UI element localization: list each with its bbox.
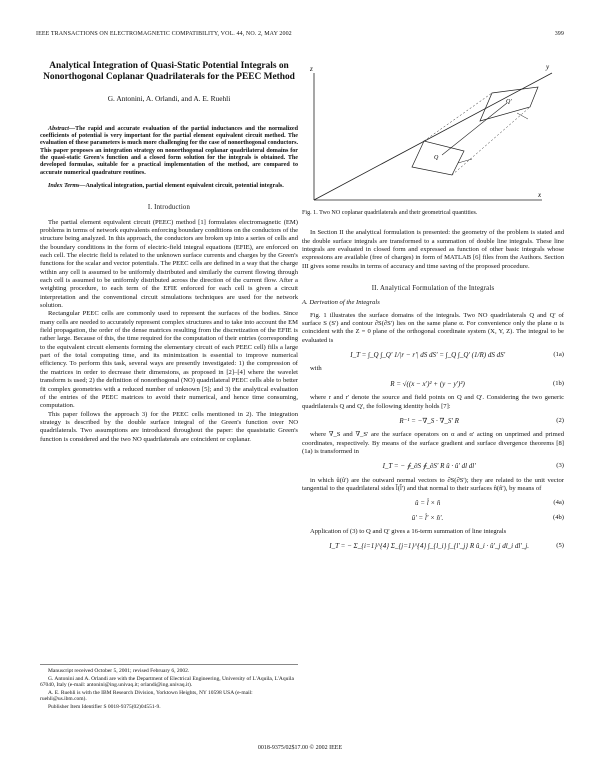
equation-2 bbox=[302, 417, 564, 425]
right-intro-paragraph: In Section II the analytical formulation is presented: the geometry of the problem is stated and the double surface integrals are transformed to a summation of double line integrals. These line integrals are evaluated in closed form and expressed as function of other basic integrals whose expressions are available (free of charges) in form of MATLAB [6] files from the Authors. Section III gives some results in terms of accuracy and time saving of the proposed procedure. bbox=[302, 229, 564, 270]
abstract-label: Abstract— bbox=[48, 125, 76, 132]
equation-4a bbox=[302, 499, 564, 507]
equation-3-expression: I_T = − ∮_∂S ∮_∂S' R û · û' dl dl' bbox=[382, 462, 476, 471]
z-axis-label: z bbox=[310, 65, 313, 73]
equation-5 bbox=[302, 542, 564, 550]
distance-vector bbox=[442, 103, 507, 155]
equation-1a-expression: I_T = ∫_Q ∫_Q' 1/|r − r'| dS dS' = ∫_Q ∫_Q' (1/R) dS dS' bbox=[350, 351, 506, 360]
equation-1b bbox=[302, 380, 564, 388]
equation-1a-number: (1a) bbox=[553, 351, 564, 359]
normal-vector-prime bbox=[517, 113, 528, 119]
x-axis-label: x bbox=[538, 191, 542, 199]
footnote-publisher-id: Publisher Item Identifier S 0018-9375(02)04551-9. bbox=[48, 703, 161, 710]
derivation-paragraph-3: where ∇_S and ∇_S' are the surface operators on α and α' acting on unprimed and primed coordinates, respectively. By means of the surface gradient and surface divergence theorems [8] (1a) is transformed in bbox=[302, 431, 564, 455]
copyright-footer: 0018-9375/02$17.00 © 2002 IEEE bbox=[257, 745, 343, 751]
y-axis bbox=[314, 73, 552, 200]
equation-2-number: (2) bbox=[556, 416, 564, 424]
index-terms-text: Analytical integration, partial element equivalent circuit, potential integrals. bbox=[85, 182, 284, 189]
index-terms bbox=[40, 183, 298, 190]
derivation-paragraph-1: Fig. 1 illustrates the surface domains of the integrals. Two NO quadrilaterals Q and Q' of surface S (S') and contour ∂S(∂S') lies on the same plane α. For convenience only the plane α is coincident with the Z = 0 plane of the orthogonal coordinate system (X, Y, Z). The integral to be evaluated is bbox=[302, 311, 564, 344]
running-header bbox=[36, 31, 564, 37]
paper-title: Analytical Integration of Quasi-Static Potential Integrals on Nonorthogonal Coplanar Quadrilaterals for the PEEC Method bbox=[43, 61, 295, 82]
equation-1a bbox=[302, 351, 564, 359]
footnotes bbox=[40, 664, 298, 711]
abstract bbox=[40, 126, 298, 177]
quadrilateral-q-label: Q bbox=[434, 155, 439, 161]
equation-2-expression: R⁻¹ = −∇_S · ∇_S' R bbox=[399, 416, 459, 425]
journal-name: IEEE TRANSACTIONS ON ELECTROMAGNETIC COMPATIBILITY, VOL. 44, NO. 2, MAY 2002 bbox=[36, 31, 292, 37]
equation-4b-expression: û' = l̂' × n̂'. bbox=[411, 513, 444, 522]
normal-vector bbox=[458, 159, 472, 163]
derivation-paragraph-2: where r and r' denote the source and field points on Q and Q'. Considering the two generic quadrilaterals Q and Q', the following identity holds [7]: bbox=[302, 394, 564, 410]
equation-4a-expression: û = l̂ × n̂ bbox=[414, 499, 441, 508]
equation-4b bbox=[302, 514, 564, 522]
equation-3 bbox=[302, 462, 564, 470]
y-axis-label: y bbox=[546, 63, 550, 71]
section-heading-introduction: I. Introduction bbox=[147, 204, 191, 212]
figure-1 bbox=[302, 55, 564, 205]
connector-line-2 bbox=[452, 107, 530, 175]
equation-5-expression: I_T = − Σ_{i=1}^{4} Σ_{j=1}^{4} ∫_{l_i} ∫_{l'_j} R û_i · û'_j dl_i dl'_j. bbox=[329, 542, 530, 551]
figure-1-caption: Fig. 1. Two NO coplanar quadrilaterals and their geometrical quantities. bbox=[302, 210, 478, 216]
figure-1-diagram bbox=[302, 55, 564, 205]
author-list: G. Antonini, A. Orlandi, and A. E. Ruehli bbox=[107, 94, 231, 104]
intro-paragraph-3: This paper follows the approach 3) for the PEEC cells mentioned in 2). The integration strategy is described by the double surface integral of the Green's function over NO quadrilaterals. Two assumptions are introduced throughout the paper: the quasistatic Green's function is considered and the two NO quadrilaterals are coincident or coplanar. bbox=[40, 410, 298, 443]
left-column bbox=[40, 55, 298, 444]
page-number: 399 bbox=[554, 31, 564, 37]
equation-1b-number: (1b) bbox=[553, 379, 564, 387]
equation-1b-expression: R = √((x − x')² + (y − y')²) bbox=[390, 379, 465, 388]
equation-3-number: (3) bbox=[556, 462, 564, 470]
intro-paragraph-1: The partial element equivalent circuit (PEEC) method [1] formulates electromagnetic (EM) problems in terms of network equivalents enforcing boundary conditions on the conductors of the structure being analyzed. In this approach, the conductors are broken up into a series of cells and the boundary conditions in the form of electric-field integral equations (EFIE), are enforced on each cell. The electric field is related to the unknown surface currents and charges by the Green's functions for the scalar and vector potentials. The PEEC cells are defined in a way that the charge within any cell is assumed to be uniformly distributed and similarly the current flowing through each cell is assumed to be uniformly distributed across the direction of the current flow. After a weighting procedure, to each term of the EFIE enforced for each cell is given a circuit interpretation and the conventional circuit simulations techniques are used for the network solution. bbox=[40, 218, 298, 310]
derivation-paragraph-4: in which û(û') are the outward normal vectors to ∂S(∂S'); they are related to the unit vector tangential to the quadrilateral sides l̂(l̂') and that normal to their surfaces n̂(n̂'), by means of bbox=[302, 476, 564, 492]
with-label: with bbox=[310, 365, 322, 373]
subsection-heading-derivation: A. Derivation of the Integrals bbox=[302, 299, 380, 307]
right-column bbox=[302, 55, 564, 557]
intro-paragraph-2: Rectangular PEEC cells are commonly used to represent the surfaces of the bodies. Since many cells are needed to accurately represent complex structures and to take into account the EM field propagation, the order of the dense matrices resulting from the discretization of the EFIE is rather large. Because of this, the time required for the computation of their entries (corresponding to the equivalent circuit elements forming the elementary circuit of each PEEC cell) fills a large part of the total computing time, and its minimization is essential to improve numerical efficiency. To perform this task, several ways are presently investigated: 1) the compression of the matrices in order to decrease their dimensions, as proposed in [2]–[4] where the wavelet transform is used; 2) the definition of nonorthogonal (NO) quadrilateral PEEC cells able to better fit complex geometries with a reduced number of unknown [5]; and 3) the analytical evaluation of the entries of the PEEC matrices to avoid their numerical, and hence time consuming, computation. bbox=[40, 310, 298, 410]
index-terms-label: Index Terms— bbox=[48, 182, 86, 189]
equation-4b-number: (4b) bbox=[553, 513, 564, 521]
section-heading-formulation: II. Analytical Formulation of the Integrals bbox=[371, 285, 495, 293]
equation-5-number: (5) bbox=[556, 542, 564, 550]
abstract-text: The rapid and accurate evaluation of the partial inductances and the normalized coefficients of potential is very important for the partial element equivalent circuit method. The evaluation of these parameters is much more challenging for the case of nonorthogonal conductors. This paper proposes an integration strategy on nonorthogonal coplanar quadrilateral domains for the quasi-static Green's function and a closed form solution for the integrals is obtained. The developed formulas, suitable for a practical implementation of the method, are compared to accurate numerical quadrature routines. bbox=[40, 125, 298, 176]
quadrilateral-q-prime-label: Q' bbox=[506, 99, 512, 105]
footnote-received: Manuscript received October 5, 2001; revised February 6, 2002. bbox=[48, 668, 190, 674]
footnote-affiliation-2: A. E. Ruehli is with the IBM Research Division, Yorktown Heights, NY 10598 USA (e-mail: ruehli@us.ibm.com). bbox=[40, 689, 253, 703]
equation-4a-number: (4a) bbox=[553, 499, 564, 507]
derivation-paragraph-5: Application of (3) to Q and Q' gives a 16-term summation of line integrals bbox=[310, 527, 507, 535]
footnote-affiliation-1: G. Antonini and A. Orlandi are with the Department of Electrical Engineering, University of L'Aquila, L'Aquila 67040, Italy (e-mail: antonini@ing.univaq.it; orlandi@ing.univaq.it). bbox=[40, 675, 294, 689]
